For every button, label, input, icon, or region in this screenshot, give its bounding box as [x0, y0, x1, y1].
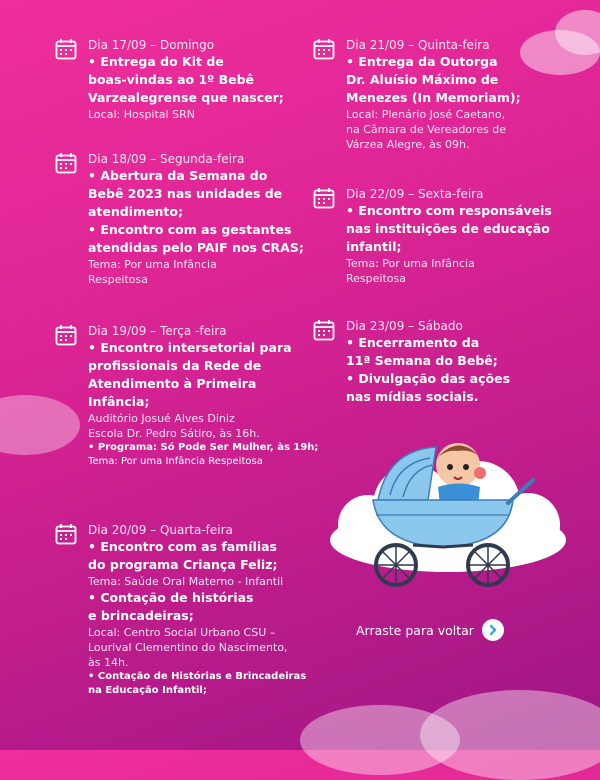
day-text [88, 324, 318, 469]
event-line: nas instituições de educação [346, 221, 550, 236]
event-line: Respeitosa [88, 273, 148, 286]
event-line: • Encerramento da [346, 335, 480, 350]
event-line: Local: Plenário José Caetano, [346, 108, 506, 121]
calendar-icon [55, 38, 77, 60]
event-line: • Divulgação das ações [346, 371, 511, 386]
event-line: • Contação de Histórias e Brincadeiras [88, 671, 307, 682]
event-line: nas mídias sociais. [346, 389, 479, 404]
event-line: e brincadeiras; [88, 608, 194, 623]
day-date: Dia 18/09 – Segunda-feira [88, 152, 245, 166]
event-line: • Encontro com as gestantes [88, 222, 292, 237]
event-line: atendimento; [88, 204, 183, 219]
day-text [88, 38, 284, 122]
swipe-back-control[interactable] [356, 619, 504, 641]
calendar-icon [55, 152, 77, 174]
background-cloud [0, 395, 80, 455]
day-text [346, 38, 521, 152]
event-line: • Contação de histórias [88, 590, 254, 605]
event-line: • Encontro com as famílias [88, 539, 277, 554]
day-text [88, 523, 306, 698]
event-line: Escola Dr. Pedro Sátiro, às 16h. [88, 427, 260, 440]
event-line: Local: Hospital SRN [88, 108, 195, 121]
chevron-right-icon[interactable] [482, 619, 504, 641]
calendar-icon [313, 38, 335, 60]
day-date: Dia 21/09 – Quinta-feira [346, 38, 490, 52]
background-cloud [420, 690, 600, 780]
event-line: Tema: Por uma Infância [88, 258, 217, 271]
event-line: Local: Centro Social Urbano CSU – [88, 626, 276, 639]
day-date: Dia 17/09 – Domingo [88, 38, 215, 52]
event-line: boas-vindas ao 1º Bebê [88, 72, 255, 87]
day-date: Dia 23/09 – Sábado [346, 319, 463, 333]
event-line: • Entrega da Outorga [346, 54, 498, 69]
day-date: Dia 19/09 – Terça -feira [88, 324, 227, 338]
event-line: Bebê 2023 nas unidades de [88, 186, 283, 201]
calendar-icon [55, 324, 77, 346]
swipe-label: Arraste para voltar [356, 622, 474, 638]
event-line: Respeitosa [346, 272, 406, 285]
event-line: Dr. Aluísio Máximo de [346, 72, 499, 87]
day-text [346, 319, 510, 406]
event-line: na Câmara de Vereadores de [346, 123, 507, 136]
day-text [88, 152, 304, 287]
day-text [346, 187, 552, 286]
event-line: Atendimento à Primeira [88, 376, 257, 391]
calendar-icon [313, 319, 335, 341]
event-line: • Entrega do Kit de [88, 54, 224, 69]
event-line: Várzea Alegre, às 09h. [346, 138, 470, 151]
event-line: Varzealegrense que nascer; [88, 90, 284, 105]
event-line: Tema: Por uma Infância [346, 257, 475, 270]
day-date: Dia 22/09 – Sexta-feira [346, 187, 484, 201]
event-line: • Programa: Só Pode Ser Mulher, às 19h; [88, 442, 319, 453]
event-line: 11ª Semana do Bebê; [346, 353, 498, 368]
event-line: Infância; [88, 394, 150, 409]
event-line: às 14h. [88, 656, 129, 669]
calendar-icon [313, 187, 335, 209]
event-line: • Encontro intersetorial para [88, 340, 292, 355]
event-line: Tema: Por uma Infância Respeitosa [88, 456, 263, 467]
event-line: do programa Criança Feliz; [88, 557, 278, 572]
event-line: infantil; [346, 239, 402, 254]
event-line: na Educação Infantil; [88, 685, 207, 696]
event-line: • Abertura da Semana do [88, 168, 268, 183]
event-line: Lourival Clementino do Nascimento, [88, 641, 288, 654]
event-line: atendidas pelo PAIF nos CRAS; [88, 240, 304, 255]
event-line: Tema: Saúde Oral Materno - Infantil [88, 575, 284, 588]
event-line: • Encontro com responsáveis [346, 203, 552, 218]
baby-stroller-illustration [318, 425, 580, 595]
event-line: Auditório Josué Alves Diniz [88, 412, 235, 425]
calendar-icon [55, 523, 77, 545]
day-date: Dia 20/09 – Quarta-feira [88, 523, 233, 537]
event-line: Menezes (In Memoriam); [346, 90, 521, 105]
event-line: profissionais da Rede de [88, 358, 262, 373]
